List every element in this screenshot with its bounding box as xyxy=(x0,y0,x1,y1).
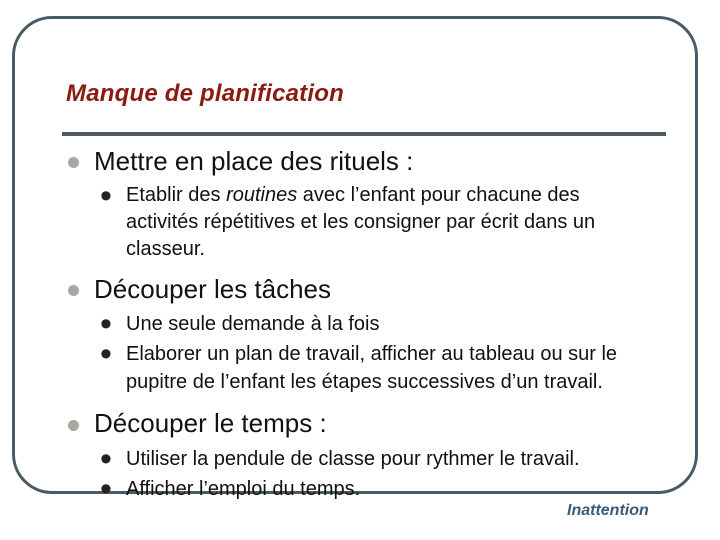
list-item-routines-line2: activités répétitives et les consigner par écrit dans un xyxy=(126,211,596,233)
sub-bullet-icon: • xyxy=(100,177,112,215)
list-item-pendule: Utiliser la pendule de classe pour rythmer le travail. xyxy=(126,448,580,470)
list-item-plan: Elaborer un plan de travail, afficher au tableau ou sur le xyxy=(126,343,618,365)
section-bullet-icon xyxy=(68,285,79,296)
sub-bullet-icon: • xyxy=(100,440,112,478)
slide-title: Manque de planification xyxy=(66,80,344,107)
list-item-emploi: Afficher l’emploi du temps. xyxy=(126,478,361,500)
sub-bullet-icon: • xyxy=(100,335,112,373)
sub-bullet-icon: • xyxy=(100,470,112,508)
list-item-routines: Etablir des routines avec l’enfant pour chacune des xyxy=(126,184,580,206)
section-heading-temps: Découper le temps : xyxy=(94,408,327,438)
section-bullet-icon xyxy=(68,420,79,431)
section-heading-taches: Découper les tâches xyxy=(94,274,332,304)
list-item-routines-line3: classeur. xyxy=(126,238,205,260)
footer-label: Inattention xyxy=(567,502,649,519)
section-heading-rituels: Mettre en place des rituels : xyxy=(94,146,414,176)
sub-bullet-icon: • xyxy=(100,305,112,343)
list-item-demande: Une seule demande à la fois xyxy=(126,313,380,335)
list-item-plan-line2: pupitre de l’enfant les étapes successives d’un travail. xyxy=(126,371,603,393)
emphasis-routines: routines xyxy=(226,184,298,206)
title-underline xyxy=(62,132,666,136)
section-bullet-icon xyxy=(68,157,79,168)
